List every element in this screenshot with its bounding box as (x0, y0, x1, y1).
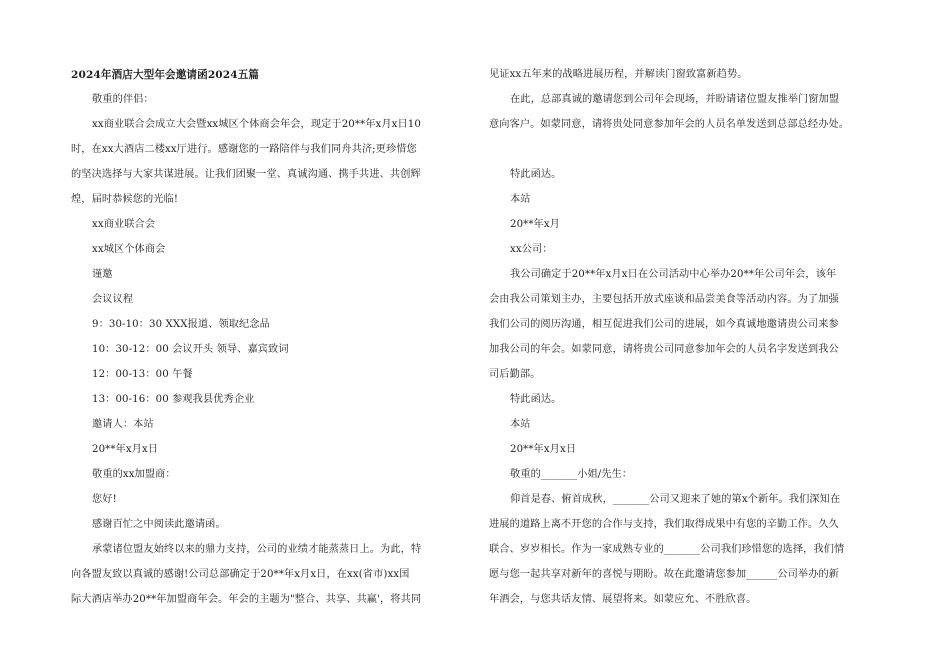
inviter-line: 邀请人：本站 (92, 419, 154, 430)
document-title: 2024年酒店大型年会邀请函2024五篇 (71, 69, 260, 81)
paragraph-line: 愿与您一起共享对新年的喜悦与期盼。故在此邀请您参加______公司举办的新 (489, 569, 840, 580)
agenda-item: 10：30-12：00 会议开头 领导、嘉宾致词 (92, 344, 289, 355)
paragraph-line: xx商业联合会成立大会暨xx城区个体商会年会，现定于20**年x月x日10 (92, 119, 421, 130)
paragraph-line: 会由我公司策划主办，主要包括开放式座谈和品尝美食等活动内容。为了加强 (489, 294, 839, 305)
paragraph-line: 承蒙诸位盟友始终以来的鼎力支持，公司的业绩才能蒸蒸日上。为此，特 (92, 544, 422, 555)
paragraph-line: 联合、岁岁相长。作为一家成熟专业的_______公司我们珍惜您的选择，我们情 (489, 544, 845, 555)
paragraph-line: 意向客户。如蒙同意，请将贵处同意参加年会的人员名单发送到总部总经办处。 (489, 119, 850, 130)
signatory-line: xx商业联合会 (92, 219, 156, 230)
paragraph-line: 向各盟友致以真诚的感谢!公司总部确定于20**年x月x日，在xx(省市)xx国 (71, 569, 410, 580)
salutation-partner: 敬重的伴侣： (92, 94, 154, 105)
date-line: 20**年x月x日 (510, 444, 577, 455)
paragraph-line: 我们公司的阅历沟通，相互促进我们公司的进展，如今真诚地邀请贵公司来参 (489, 319, 839, 330)
paragraph-line: 司后勤部。 (489, 369, 541, 380)
salutation-guest: 敬重的_______小姐/先生： (510, 469, 633, 480)
agenda-item: 12：00-13：00 午餐 (92, 369, 193, 380)
paragraph-line: 在此，总部真诚的邀请您到公司年会现场，并盼请诸位盟友推举门窗加盟 (510, 94, 840, 105)
closing-line: 特此函达。 (510, 394, 562, 405)
greeting-line: 您好! (92, 494, 117, 505)
paragraph-line: 进展的道路上离不开您的合作与支持，我们取得成果中有您的辛勤工作。久久 (489, 519, 839, 530)
salutation-company: xx公司： (510, 244, 553, 255)
paragraph-line: 际大酒店举办20**年加盟商年会。年会的主题为"整合、共享、共赢'，将共同 (71, 594, 422, 605)
salutation-franchisee: 敬重的xx加盟商： (92, 469, 176, 480)
signatory-line: 本站 (510, 194, 531, 205)
closing-line: 特此函达。 (510, 169, 562, 180)
paragraph-line: 的坚决选择与大家共谋进展。让我们团聚一堂、真诚沟通、携手共进、共创辉 (71, 169, 421, 180)
signatory-line: xx城区个体商会 (92, 244, 166, 255)
signatory-line: 谨邀 (92, 269, 113, 280)
paragraph-line: 年酒会，与您共话友情、展望将来。如蒙应允、不胜欣喜。 (489, 594, 757, 605)
agenda-item: 9：30-10：30 XXX报道、领取纪念品 (92, 319, 270, 330)
date-line: 20**年x月 (510, 219, 560, 230)
agenda-heading: 会议议程 (92, 294, 134, 305)
date-line: 20**年x月x日 (92, 444, 159, 455)
agenda-item: 13：00-16：00 参观我县优秀企业 (92, 394, 255, 405)
paragraph-line: 煌，届时恭候您的光临! (71, 194, 179, 205)
paragraph-line: 感谢百忙之中阅读此邀请函。 (92, 519, 226, 530)
paragraph-line: 仰首是春、俯首成秋，_______公司又迎来了她的第x个新年。我们深知在 (510, 494, 841, 505)
paragraph-line: 时，在xx大酒店二楼xx厅进行。感谢您的一路陪伴与我们同舟共济;更珍惜您 (71, 144, 417, 155)
paragraph-line: 我公司确定于20**年x月x日在公司活动中心举办20**年公司年会，该年 (510, 269, 837, 280)
paragraph-line: 加我公司的年会。如蒙同意，请将贵公司同意参加年会的人员名字发送到我公 (489, 344, 839, 355)
signatory-line: 本站 (510, 419, 531, 430)
paragraph-line: 见证xx五年来的战略进展历程，并解读门窗致富新趋势。 (489, 69, 748, 80)
